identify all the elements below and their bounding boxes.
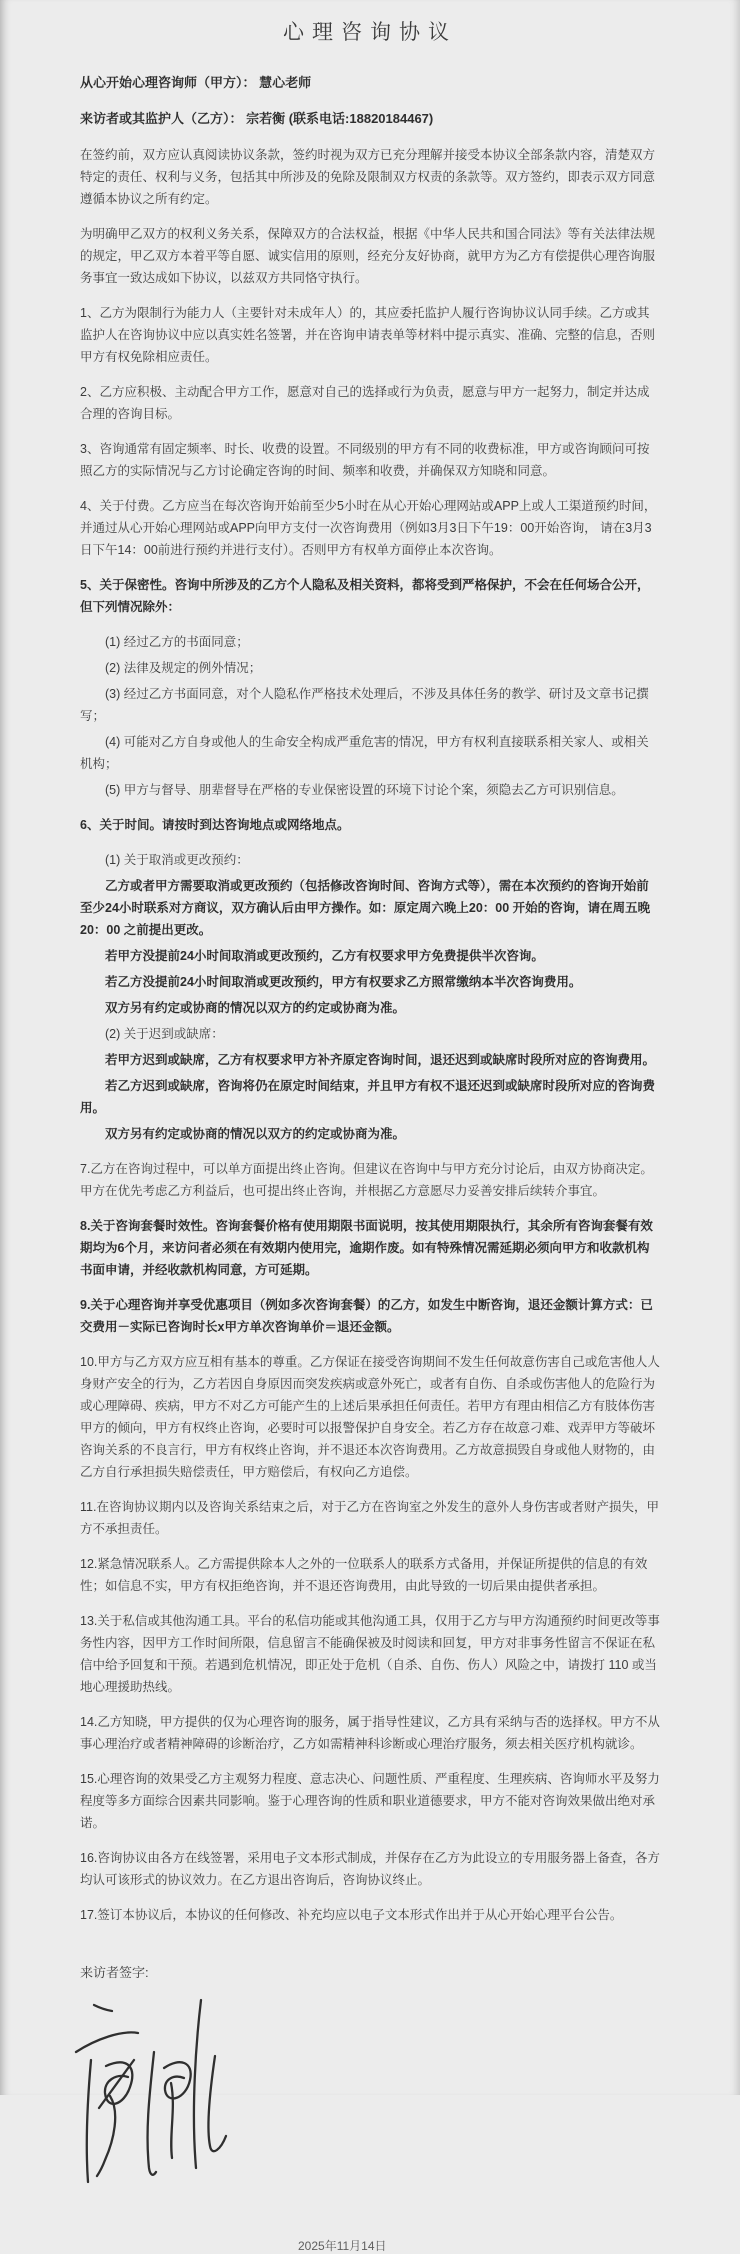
agreement-clause: 1、乙方为限制行为能力人（主要针对未成年人）的，其应委托监护人履行咨询协议认同手续。乙方或其监护人在咨询协议中应以真实姓名签署，并在咨询申请表单等材料中提示真实、准确、完整的信息，否则甲方有权免除相应责任。: [80, 306, 656, 364]
agreement-clause: 若甲方迟到或缺席，乙方有权要求甲方补齐原定咨询时间，退还迟到或缺席时段所对应的咨询费用。: [105, 1053, 656, 1067]
agreement-clause: 5、关于保密性。咨询中所涉及的乙方个人隐私及相关资料，都将受到严格保护，不会在任何场合公开，但下列情况除外：: [80, 578, 650, 614]
agreement-clause: (2) 法律及规定的例外情况；: [105, 661, 262, 675]
agreement-clause: 7.乙方在咨询过程中，可以单方面提出终止咨询。但建议在咨询中与甲方充分讨论后，由双方协商决定。甲方在优先考虑乙方利益后，也可提出终止咨询，并根据乙方意愿尽力妥善安排后续转介事宜。: [80, 1162, 653, 1198]
agreement-clause: 2、乙方应积极、主动配合甲方工作，愿意对自己的选择或行为负责，愿意与甲方一起努力，制定并达成合理的咨询目标。: [80, 385, 650, 421]
party-a-line: 从心开始心理咨询师（甲方）： 慧心老师: [80, 75, 312, 90]
agreement-clause: 6、关于时间。请按时到达咨询地点或网络地点。: [80, 818, 350, 832]
page-title: 心理咨询协议: [283, 21, 457, 44]
agreement-clause: (2) 关于迟到或缺席：: [105, 1027, 224, 1041]
agreement-clause: 在签约前，双方应认真阅读协议条款，签约时视为双方已充分理解并接受本协议全部条款内容，清楚双方特定的责任、权利与义务，包括其中所涉及的免除及限制双方权责的条款等。双方签约，即表示双方同意遵循本协议之所有约定。: [80, 148, 656, 206]
clauses: [80, 144, 660, 1926]
agreement-clause: (4) 可能对乙方自身或他人的生命安全构成严重危害的情况，甲方有权利直接联系相关家人、或相关机构；: [80, 735, 649, 771]
agreement-clause: 17.签订本协议后，本协议的任何修改、补充均应以电子文本形式作出并于从心开始心理平台公告。: [80, 1908, 623, 1922]
agreement-clause: 13.关于私信或其他沟通工具。平台的私信功能或其他沟通工具，仅用于乙方与甲方沟通预约时间更改等事务性内容，因甲方工作时间所限，信息留言不能确保被及时阅读和回复，甲方对非事务性留言不保证在私信中给予回复和干预。若遇到危机情况，即正处于危机（自杀、自伤、伤人）风险之中，请拨打 110 或当地心理援助热线。: [80, 1614, 660, 1694]
visitor-signature-label: 来访者签字:: [80, 1965, 149, 1980]
agreement-clause: (3) 经过乙方书面同意，对个人隐私作严格技术处理后，不涉及具体任务的教学、研讨及文章书记撰写；: [80, 687, 649, 723]
agreement-clause: 9.关于心理咨询并享受优惠项目（例如多次咨询套餐）的乙方，如发生中断咨询，退还金额计算方式：已交费用－实际已咨询时长x甲方单次咨询单价＝退还金额。: [80, 1298, 653, 1334]
agreement-clause: 若乙方没提前24小时间取消或更改预约，甲方有权要求乙方照常缴纳本半次咨询费用。: [105, 975, 582, 989]
agreement-clause: 10.甲方与乙方双方应互相有基本的尊重。乙方保证在接受咨询期间不发生任何故意伤害自己或危害他人人身财产安全的行为，乙方若因自身原因而突发疾病或意外死亡，或者有自伤、自杀或伤害他人的危险行为或心理障碍、疾病，甲方不对乙方可能产生的上述后果承担任何责任。若甲方有理由相信乙方有肢体伤害甲方的倾向，甲方有权终止咨询，必要时可以报警保护自身安全。若乙方存在故意刁难、戏弄甲方等破坏咨询关系的不良言行，甲方有权终止咨询，并不退还本次咨询费用。乙方故意损毁自身或他人财物的，由乙方自行承担损失赔偿责任，甲方赔偿后，有权向乙方追偿。: [80, 1355, 660, 1479]
agreement-clause: 4、关于付费。乙方应当在每次咨询开始前至少5小时在从心开始心理网站或APP上或人工渠道预约时间，并通过从心开始心理网站或APP向甲方支付一次咨询费用（例如3月3日下午19：00开始咨询， 请在3月3日下午14：00前进行预约并进行支付）。否则甲方有权单方面停止本次咨询。: [80, 499, 657, 557]
agreement-clause: 11.在咨询协议期内以及咨询关系结束之后，对于乙方在咨询室之外发生的意外人身伤害或者财产损失，甲方不承担责任。: [80, 1500, 659, 1536]
agreement-clause: 14.乙方知晓，甲方提供的仅为心理咨询的服务，属于指导性建议，乙方具有采纳与否的选择权。甲方不从事心理治疗或者精神障碍的诊断治疗，乙方如需精神科诊断或心理治疗服务，须去相关医疗机构就诊。: [80, 1715, 660, 1751]
agreement-clause: 若乙方迟到或缺席，咨询将仍在原定时间结束，并且甲方有权不退还迟到或缺席时段所对应的咨询费用。: [80, 1079, 656, 1115]
agreement-clause: 16.咨询协议由各方在线签署，采用电子文本形式制成，并保存在乙方为此设立的专用服务器上备查，各方均认可该形式的协议效力。在乙方退出咨询后，咨询协议终止。: [80, 1851, 660, 1887]
party-b-line: 来访者或其监护人（乙方）： 宗若衡 (联系电话:18820184467): [80, 111, 434, 126]
agreement-clause: 15.心理咨询的效果受乙方主观努力程度、意志决心、问题性质、严重程度、生理疾病、咨询师水平及努力程度等多方面综合因素共同影响。鉴于心理咨询的性质和职业道德要求，甲方不能对咨询效果做出绝对承诺。: [80, 1772, 660, 1830]
agreement-clause: 双方另有约定或协商的情况以双方的约定或协商为准。: [105, 1001, 406, 1015]
handwritten-signature: [74, 1998, 234, 2188]
agreement-clause: 8.关于咨询套餐时效性。咨询套餐价格有使用期限书面说明，按其使用期限执行，其余所有咨询套餐有效期均为6个月，来访问者必须在有效期内使用完，逾期作废。如有特殊情况需延期必须向甲方和收款机构书面申请，并经收款机构同意，方可延期。: [80, 1219, 653, 1277]
agreement-clause: (1) 经过乙方的书面同意；: [105, 635, 249, 649]
agreement-clause: 双方另有约定或协商的情况以双方的约定或协商为准。: [105, 1127, 406, 1141]
agreement-clause: (5) 甲方与督导、朋辈督导在严格的专业保密设置的环境下讨论个案，须隐去乙方可识别信息。: [105, 783, 624, 797]
agreement-clause: 为明确甲乙双方的权利义务关系，保障双方的合法权益，根据《中华人民共和国合同法》等有关法律法规的规定，甲乙双方本着平等自愿、诚实信用的原则，经充分友好协商，就甲方为乙方有偿提供心理咨询服务事宜一致达成如下协议，以兹双方共同恪守执行。: [80, 227, 656, 285]
agreement-clause: 12.紧急情况联系人。乙方需提供除本人之外的一位联系人的联系方式备用，并保证所提供的信息的有效性；如信息不实，甲方有权拒绝咨询，并不退还咨询费用，由此导致的一切后果由提供者承担。: [80, 1557, 648, 1593]
signature-area: [74, 1998, 660, 2188]
agreement-clause: (1) 关于取消或更改预约：: [105, 853, 249, 867]
agreement-clause: 乙方或者甲方需要取消或更改预约（包括修改咨询时间、咨询方式等），需在本次预约的咨询开始前至少24小时联系对方商议，双方确认后由甲方操作。如：原定周六晚上20：00 开始的咨询，请在周五晚 20：00 之前提出更改。: [80, 879, 651, 937]
signing-date: 2025年11月14日: [298, 2239, 387, 2253]
agreement-clause: 若甲方没提前24小时间取消或更改预约，乙方有权要求甲方免费提供半次咨询。: [105, 949, 544, 963]
agreement-clause: 3、咨询通常有固定频率、时长、收费的设置。不同级别的甲方有不同的收费标准，甲方或咨询顾问可按照乙方的实际情况与乙方讨论确定咨询的时间、频率和收费，并确保双方知晓和同意。: [80, 442, 650, 478]
